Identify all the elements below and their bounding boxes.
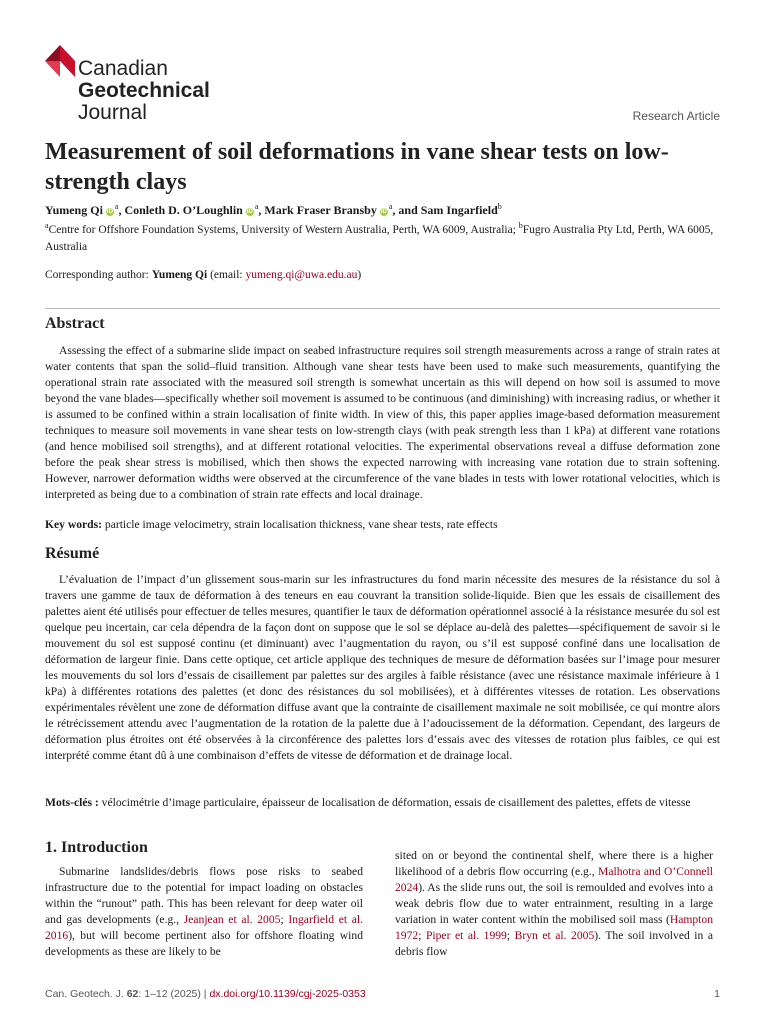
citation-link[interactable]: Piper et al. 1999 bbox=[425, 929, 507, 942]
author-affil-mark: b bbox=[497, 202, 502, 211]
abstract-keywords bbox=[45, 517, 720, 533]
author-affil-mark: a bbox=[254, 202, 259, 211]
affiliations bbox=[45, 222, 725, 256]
author-name[interactable]: Conleth D. O’Loughlin bbox=[124, 203, 243, 217]
author-affil-mark: a bbox=[388, 202, 393, 211]
intro-text: Submarine landslides/debris flows pose risks to seabed infrastructure due to the potential for impact loading on obstacles within the “runout” path. This has been relevant for deep water oil and gas developments (e.g., bbox=[45, 865, 363, 926]
footer-citation bbox=[45, 988, 366, 1000]
journal-name-line3: Journal bbox=[78, 101, 147, 124]
intro-text: sited on or beyond the continental shelf, where there is a higher likelihood of a debris flow occurring (e.g., bbox=[395, 849, 713, 878]
article-type-label: Research Article bbox=[632, 109, 720, 123]
author-name[interactable]: Sam Ingarfield bbox=[420, 203, 498, 217]
orcid-icon[interactable]: iD bbox=[380, 209, 387, 215]
footer-volume: 62 bbox=[126, 988, 139, 1000]
citation-link[interactable]: Ingarfield et al. 2016 bbox=[45, 913, 364, 942]
corresponding-author bbox=[45, 269, 725, 281]
introduction-heading: 1. Introduction bbox=[45, 839, 148, 856]
mots-cles-text: vélocimétrie d’image particulaire, épaisseur de localisation de déformation, essais de cisaillement des palettes, effets de vitesse bbox=[98, 796, 691, 809]
affil-a: Centre for Offshore Foundation Systems, University of Western Australia, Perth, WA 6009, Australia; bbox=[48, 224, 519, 236]
corr-label: Corresponding author: bbox=[45, 269, 152, 281]
page-number: 1 bbox=[714, 988, 720, 1000]
citation-separator: ; bbox=[280, 913, 289, 926]
citation-separator: ; bbox=[506, 929, 515, 942]
resume-text: L’évaluation de l’impact d’un glissement sous-marin sur les infrastructures du fond marin nécessite des mesures de la résistance du sol à travers une gamme de taux de déformation à des teneurs en eau couvrant la transition solide-liquide. Bien que les essais de cisaillement des palettes aient été utilisés pour effectuer de telles mesures, quantifier le taux de déformation opérationnel associé à la résistance mesurée du sol est quelque peu incertain, car cela dépendra de la façon dont on suppose que le sol se déplace au-delà des palettes—spécifiquement de savoir si le mouvement du sol est supposé continu (et diminuant) avec l’augmentation du rayon, ou s’il est supposé confiné dans une localisation de déformation de largeur finie. Dans cette optique, cet article applique des techniques de mesure de déformation basées sur l’image pour mesurer les mouvements du sol lors d’essais de cisaillement par palettes sur des argiles à faible résistance (avec une résistance maximale inférieure à 1 kPa) à différentes rotations des palettes (et donc des résistances du sol mobilisées), et à différentes vitesses de rotation. Les observations expérimentales révèlent une zone de déformation diffuse avant que la contrainte de cisaillement maximale ne soit mobilisée, ce qui montre alors le rétrécissement attendu avec l’augmentation de la rotation de la palette due à l’adoucissement de la déformation. Cependant, des largeurs de déformation plus étroites ont été observées à la circonférence des palettes lors d’essais avec des vitesses de rotation plus faibles, ce qui est interprété comme étant dû à une combinaison d’effets de vitesse de déformation et de drainage local. bbox=[45, 573, 720, 762]
author-name[interactable]: Yumeng Qi bbox=[45, 203, 103, 217]
keywords-text: particle image velocimetry, strain localisation thickness, vane shear tests, rate effects bbox=[102, 518, 498, 531]
author-separator: , bbox=[118, 203, 125, 217]
author-name[interactable]: Mark Fraser Bransby bbox=[264, 203, 377, 217]
corr-email-prefix: (email: bbox=[207, 269, 246, 281]
divider bbox=[45, 308, 720, 309]
citation-link[interactable]: Bryn et al. 2005 bbox=[514, 929, 595, 942]
keywords-label: Key words: bbox=[45, 518, 102, 531]
intro-text: ). The soil involved in a debris flow bbox=[395, 929, 713, 958]
journal-name[interactable] bbox=[78, 58, 210, 124]
journal-name-line2: Geotechnical bbox=[78, 79, 210, 102]
author-separator: , bbox=[258, 203, 265, 217]
author-list bbox=[45, 203, 735, 218]
corr-name: Yumeng Qi bbox=[151, 269, 208, 281]
intro-left-column bbox=[45, 864, 363, 960]
affil-mark-a: a bbox=[45, 221, 49, 231]
resume-heading: Résumé bbox=[45, 545, 100, 562]
citation-separator: ; bbox=[418, 929, 426, 942]
corr-email-suffix: ) bbox=[357, 269, 362, 281]
affil-b: Fugro Australia Pty Ltd, Perth, WA 6005, Australia bbox=[45, 224, 714, 253]
citation-link[interactable]: Malhotra and O’Connell 2024 bbox=[395, 865, 713, 894]
intro-text: ), but will become pertinent also for offshore floating wind developments as these are likely to be bbox=[45, 929, 363, 958]
doi-link[interactable]: dx.doi.org/10.1139/cgj-2025-0353 bbox=[209, 988, 366, 1000]
journal-logo-icon bbox=[45, 45, 75, 77]
corr-email-link[interactable]: yumeng.qi@uwa.edu.au bbox=[245, 269, 358, 281]
abstract-text: Assessing the effect of a submarine slide impact on seabed infrastructure requires soil strength measurements across a range of strain rates at water contents that span the solid–fluid transition. Although vane shear tests have been used to make such measurements, quantifying the operational strain rate associated with the measured soil strength is somewhat uncertain as this will depend on how soil is assumed to move beyond the vane blades—specifically whether soil movement is assumed to be continuous (and diminishing) with increasing radius, or whether it is assumed to be confined within a strain localisation of finite width. In view of this, this paper applies image-based deformation measurement techniques to measure soil movements in vane shear tests on low-strength clays (with peak strength less than 1 kPa) at different vane rotations (and hence mobilised soil strengths), and at different rotational velocities. The experimental observations reveal a diffuse deformation zone before the peak shear stress is mobilised, which then shows the expected narrowing with increasing vane rotation due to strain softening. However, narrower deformation widths were observed at the circumference of the vane blades in tests with lower rotational velocities, which is interpreted as being due to a combination of strain rate effects and local drainage. bbox=[45, 344, 720, 501]
journal-name-line1: Canadian bbox=[78, 57, 168, 80]
intro-text: ). As the slide runs out, the soil is remoulded and evolves into a weak debris flow due to water entrainment, resulting in a large variation in water content within the mobilised soil mass ( bbox=[395, 881, 713, 926]
footer-pages: : 1–12 (2025) | bbox=[138, 988, 210, 1000]
abstract-heading: Abstract bbox=[45, 315, 105, 332]
mots-cles-label: Mots-clés : bbox=[45, 796, 99, 809]
orcid-icon[interactable]: iD bbox=[246, 209, 253, 215]
intro-right-column bbox=[395, 848, 713, 960]
resume-keywords bbox=[45, 795, 720, 811]
orcid-icon[interactable]: iD bbox=[106, 209, 113, 215]
footer-journal: Can. Geotech. J. bbox=[45, 988, 127, 1000]
citation-link[interactable]: Hampton 1972 bbox=[395, 913, 713, 942]
author-separator: , and bbox=[392, 203, 421, 217]
affil-mark-b: b bbox=[518, 221, 523, 231]
article-title: Measurement of soil deformations in vane shear tests on low-strength clays bbox=[45, 139, 669, 195]
author-affil-mark: a bbox=[114, 202, 119, 211]
citation-link[interactable]: Jeanjean et al. 2005 bbox=[183, 913, 281, 926]
